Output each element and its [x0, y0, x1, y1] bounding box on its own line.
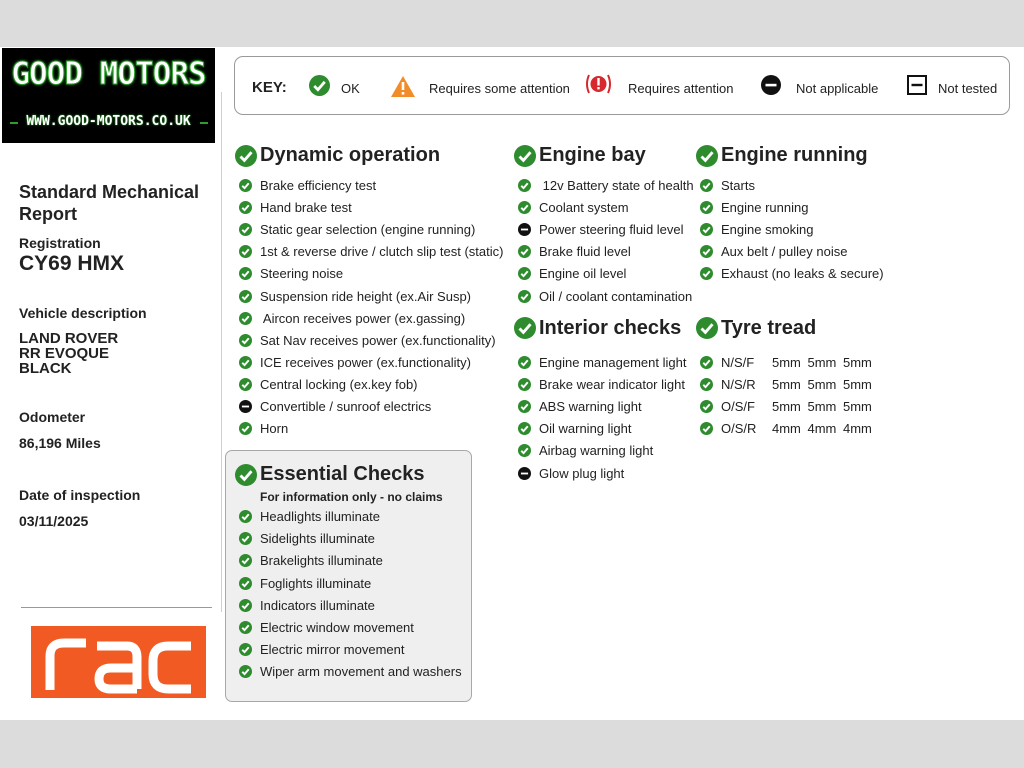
- check-icon: [239, 422, 252, 435]
- engine-running-title: Engine running: [721, 144, 868, 166]
- registration-value: CY69 HMX: [19, 252, 125, 275]
- check-icon: [239, 290, 252, 303]
- dynamic-item-label: Hand brake test: [260, 200, 352, 216]
- check-icon: [700, 422, 713, 435]
- check-icon: [239, 665, 252, 678]
- key-attention-label: Requires attention: [628, 81, 734, 96]
- rac-logo-mark: [31, 626, 206, 698]
- key-not-tested-label: Not tested: [938, 81, 998, 96]
- inspection-date-label: Date of inspection: [19, 487, 141, 503]
- minus-circle-icon: [239, 400, 252, 413]
- sidebar-rule: [21, 607, 212, 608]
- essential-item-label: Foglights illuminate: [260, 575, 372, 591]
- check-icon: [239, 532, 252, 545]
- dynamic-item-label: Aircon receives power (ex.gassing): [260, 310, 466, 326]
- key-not-applicable-label: Not applicable: [796, 81, 879, 96]
- essential-item-label: Electric mirror movement: [260, 642, 405, 658]
- check-icon: [239, 510, 252, 523]
- vehicle-description: [19, 331, 118, 376]
- tyre-tread-depths: 4mm 4mm 4mm: [772, 421, 872, 437]
- check-icon: [700, 179, 713, 192]
- tyre-item-label: N/S/F: [721, 355, 755, 370]
- essential-checks-title: Essential Checks: [260, 463, 425, 485]
- check-icon: [239, 179, 252, 192]
- sidebar-divider: [221, 92, 222, 612]
- report-title: Standard Mechanical Report: [19, 182, 200, 224]
- tyre-item-label: N/S/R: [721, 377, 756, 393]
- dynamic-item-label: 1st & reverse drive / clutch slip test (static): [260, 244, 504, 260]
- check-icon: [700, 245, 713, 258]
- interior-item-label: Oil warning light: [539, 421, 632, 437]
- odometer-value: 86,196 Miles: [19, 435, 101, 451]
- check-icon: [239, 312, 252, 325]
- key-ok-label: OK: [341, 81, 360, 96]
- essential-item-label: Wiper arm movement and washers: [260, 664, 462, 680]
- vehicle-model: RR EVOQUE: [19, 345, 110, 362]
- tyre-tread-depths: 5mm 5mm 5mm: [772, 377, 872, 393]
- engine-bay-item-label: Oil / coolant contamination: [539, 288, 693, 304]
- engine-bay-item-label: Power steering fluid level: [539, 222, 684, 238]
- odometer-label: Odometer: [19, 409, 86, 425]
- dynamic-item-label: Central locking (ex.key fob): [260, 376, 418, 392]
- engine-bay-item-label: Brake fluid level: [539, 244, 631, 260]
- minus-circle-icon: [761, 75, 781, 95]
- interior-item-label: Brake wear indicator light: [539, 377, 685, 393]
- essential-item-label: Electric window movement: [260, 620, 414, 635]
- dynamic-item-label: Suspension ride height (ex.Air Susp): [260, 288, 472, 304]
- engine-bay-item-label: Coolant system: [539, 200, 629, 216]
- engine-bay-title: Engine bay: [539, 144, 646, 166]
- registration-label: Registration: [19, 235, 101, 251]
- interior-item-label: Airbag warning light: [539, 443, 654, 459]
- check-icon: [514, 145, 536, 167]
- rac-logo: [31, 626, 206, 698]
- check-icon: [518, 422, 531, 435]
- engine-running-item-label: Engine running: [721, 200, 809, 216]
- square-minus-icon: [907, 75, 927, 95]
- key-some-attention-label: Requires some attention: [429, 81, 570, 96]
- inspection-date-value: 03/11/2025: [19, 513, 89, 529]
- tyre-item-label: O/S/R: [721, 421, 757, 437]
- interior-item-label: ABS warning light: [539, 399, 642, 415]
- status-key: [234, 56, 1010, 115]
- check-icon: [518, 378, 531, 391]
- check-icon: [239, 378, 252, 391]
- check-icon: [235, 145, 257, 167]
- interior-item-label: Glow plug light: [539, 465, 625, 481]
- check-icon: [696, 317, 718, 339]
- essential-item-label: Indicators illuminate: [260, 597, 375, 613]
- tyre-tread-depths: 5mm 5mm 5mm: [772, 355, 872, 370]
- tyre-item-label: O/S/F: [721, 399, 755, 415]
- check-icon: [518, 290, 531, 303]
- dynamic-item-label: Sat Nav receives power (ex.functionality): [260, 332, 496, 348]
- check-icon: [518, 356, 531, 369]
- warning-triangle-icon: [390, 75, 416, 98]
- check-icon: [239, 245, 252, 258]
- interior-item-label: Engine management light: [539, 355, 687, 370]
- check-icon: [239, 621, 252, 634]
- check-icon: [239, 356, 252, 369]
- engine-bay-item-label: Engine oil level: [539, 266, 627, 282]
- check-icon: [309, 75, 330, 96]
- check-icon: [235, 464, 257, 486]
- good-motors-logo: [2, 48, 215, 143]
- check-icon: [518, 400, 531, 413]
- check-icon: [700, 201, 713, 214]
- dynamic-operation-title: Dynamic operation: [260, 144, 441, 166]
- engine-running-item-label: Aux belt / pulley noise: [721, 244, 848, 260]
- logo-url: WWW.GOOD-MOTORS.CO.UK: [26, 114, 191, 129]
- key-label: KEY:: [252, 79, 287, 96]
- dynamic-item-label: Steering noise: [260, 266, 344, 282]
- engine-running-item-label: Engine smoking: [721, 222, 814, 238]
- check-icon: [700, 267, 713, 280]
- essential-item-label: Sidelights illuminate: [260, 531, 375, 547]
- check-icon: [239, 643, 252, 656]
- dynamic-item-label: Static gear selection (engine running): [260, 222, 476, 238]
- check-icon: [518, 179, 531, 192]
- vehicle-make: LAND ROVER: [19, 330, 119, 347]
- vehicle-description-label: Vehicle description: [19, 305, 147, 321]
- check-icon: [239, 554, 252, 567]
- engine-running-item-label: Exhaust (no leaks & secure): [721, 266, 884, 282]
- check-icon: [518, 444, 531, 457]
- check-icon: [518, 201, 531, 214]
- check-icon: [239, 267, 252, 280]
- check-icon: [239, 201, 252, 214]
- interior-checks-title: Interior checks: [539, 317, 682, 339]
- check-icon: [700, 223, 713, 236]
- check-icon: [518, 245, 531, 258]
- check-icon: [239, 599, 252, 612]
- dynamic-item-label: Brake efficiency test: [260, 178, 377, 193]
- engine-running-item-label: Starts: [721, 178, 755, 193]
- minus-circle-icon: [518, 467, 531, 480]
- dynamic-item-label: Horn: [260, 421, 289, 437]
- tyre-tread-title: Tyre tread: [721, 317, 817, 339]
- essential-item-label: Headlights illuminate: [260, 509, 380, 524]
- vehicle-colour: BLACK: [19, 360, 72, 377]
- logo-title: GOOD MOTORS: [11, 56, 206, 92]
- essential-checks-subtitle: For information only - no claims: [260, 490, 443, 504]
- check-icon: [239, 334, 252, 347]
- report-sheet: [0, 47, 1024, 720]
- minus-circle-icon: [518, 223, 531, 236]
- dynamic-item-label: Convertible / sunroof electrics: [260, 399, 432, 414]
- alert-icon: [585, 72, 612, 96]
- check-icon: [518, 267, 531, 280]
- check-icon: [700, 356, 713, 369]
- tyre-tread-depths: 5mm 5mm 5mm: [772, 399, 872, 415]
- dynamic-item-label: ICE receives power (ex.functionality): [260, 354, 471, 370]
- essential-item-label: Brakelights illuminate: [260, 553, 383, 569]
- check-icon: [700, 378, 713, 391]
- check-icon: [514, 317, 536, 339]
- check-icon: [696, 145, 718, 167]
- engine-bay-item-label: 12v Battery state of health: [539, 178, 694, 193]
- check-icon: [239, 577, 252, 590]
- check-icon: [700, 400, 713, 413]
- check-icon: [239, 223, 252, 236]
- logo-divider: [200, 122, 208, 124]
